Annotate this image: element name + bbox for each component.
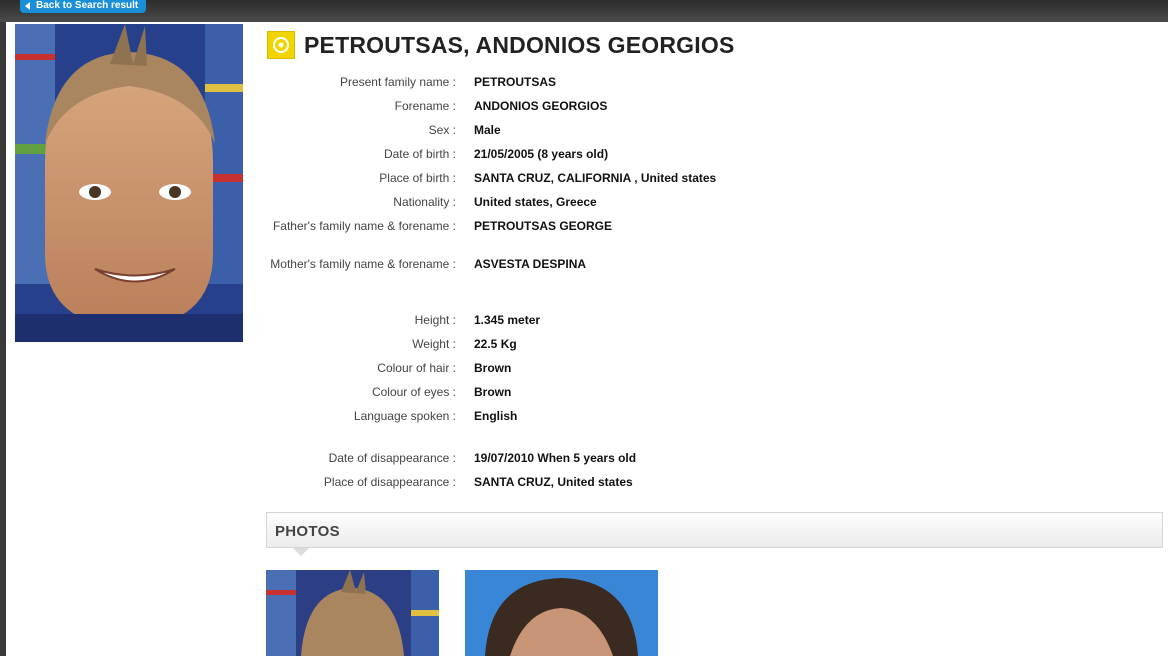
back-to-search-button[interactable]: Back to Search result (20, 0, 146, 13)
detail-label: Language spoken : (353, 409, 456, 423)
detail-value: SANTA CRUZ, United states (474, 475, 633, 489)
detail-value: 22.5 Kg (474, 337, 517, 351)
detail-value: Male (474, 123, 501, 137)
detail-label: Place of disappearance : (323, 475, 456, 489)
detail-value: Brown (474, 361, 512, 375)
photo-thumbnail[interactable] (465, 570, 658, 656)
detail-label: Nationality : (393, 195, 456, 209)
detail-label: Date of disappearance : (328, 451, 456, 465)
main-portrait-photo (15, 24, 243, 342)
detail-label: Height : (414, 313, 456, 327)
detail-value: 19/07/2010 When 5 years old (474, 451, 637, 465)
detail-value: 21/05/2005 (8 years old) (474, 147, 609, 161)
detail-label: Colour of eyes : (371, 385, 456, 399)
detail-value: United states, Greece (474, 195, 597, 209)
detail-value: SANTA CRUZ, CALIFORNIA , United states (474, 171, 717, 185)
person-name-title: PETROUTSAS, ANDONIOS GEORGIOS (304, 31, 735, 58)
detail-label: Father's family name & forename : (272, 219, 456, 233)
detail-value: PETROUTSAS (474, 75, 557, 89)
detail-value: ANDONIOS GEORGIOS (474, 99, 608, 113)
detail-value: English (474, 409, 518, 423)
detail-label: Weight : (412, 337, 456, 351)
section-pointer-icon (293, 548, 309, 556)
notice-content (6, 22, 1168, 656)
detail-label: Date of birth : (383, 147, 456, 161)
photos-heading: PHOTOS (275, 523, 340, 540)
photos-section-header (266, 512, 1163, 548)
title-row (267, 30, 735, 60)
detail-label: Mother's family name & forename : (270, 257, 456, 271)
notice-badge-icon (267, 31, 295, 59)
detail-label: Colour of hair : (377, 361, 456, 375)
detail-label: Forename : (394, 99, 456, 113)
detail-label: Present family name : (339, 75, 456, 89)
detail-value: PETROUTSAS GEORGE (474, 219, 613, 233)
detail-value: 1.345 meter (474, 313, 541, 327)
detail-label: Place of birth : (379, 171, 456, 185)
detail-value: ASVESTA DESPINA (474, 257, 587, 271)
detail-value: Brown (474, 385, 512, 399)
top-bar (0, 0, 1168, 22)
detail-label: Sex : (428, 123, 456, 137)
photo-thumbnail[interactable] (266, 570, 439, 656)
